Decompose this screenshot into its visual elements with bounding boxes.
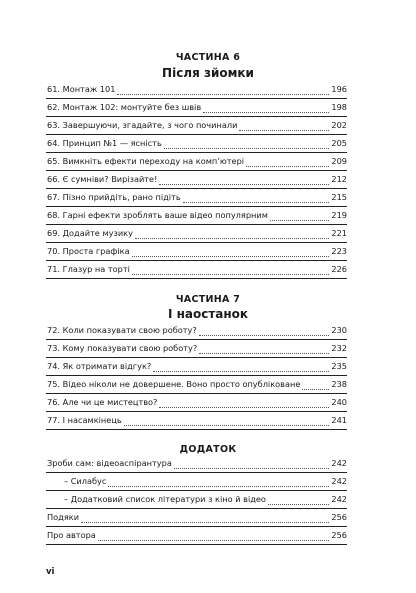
toc-entry[interactable] bbox=[46, 322, 347, 340]
entry-title: 64. Принцип №1 — ясність bbox=[47, 138, 162, 148]
leader-dots bbox=[159, 399, 329, 408]
entry-page: 212 bbox=[331, 174, 347, 184]
leader-dots bbox=[270, 212, 329, 221]
entry-page: 205 bbox=[331, 138, 347, 148]
leader-dots bbox=[153, 363, 329, 372]
entry-page: 226 bbox=[331, 264, 347, 274]
entry-title: 75. Відео ніколи не довершене. Воно просто опубліковане bbox=[47, 379, 301, 389]
leader-dots bbox=[81, 514, 329, 523]
entry-page: 238 bbox=[331, 379, 347, 389]
leader-dots bbox=[302, 381, 329, 390]
toc-entry[interactable] bbox=[46, 376, 347, 394]
entry-page: 242 bbox=[331, 476, 347, 486]
toc-entry[interactable] bbox=[46, 455, 347, 473]
leader-dots bbox=[132, 248, 329, 257]
part-7-label: ЧАСТИНА 7 bbox=[175, 294, 241, 305]
toc-entry[interactable] bbox=[46, 509, 347, 527]
toc-entry[interactable] bbox=[46, 117, 347, 135]
entry-page: 215 bbox=[331, 192, 347, 202]
entry-title: – Силабус bbox=[64, 476, 107, 486]
entry-title: 70. Проста графіка bbox=[47, 246, 130, 256]
toc-entry[interactable] bbox=[46, 261, 347, 279]
entry-page: 209 bbox=[331, 156, 347, 166]
entry-page: 223 bbox=[331, 246, 347, 256]
entry-title: 68. Гарні ефекти зроблять ваше відео популярним bbox=[47, 210, 268, 220]
entry-title: 61. Монтаж 101 bbox=[47, 84, 116, 94]
toc-entry[interactable] bbox=[46, 81, 347, 99]
leader-dots bbox=[246, 158, 329, 167]
leader-dots bbox=[239, 122, 329, 131]
entry-page: 240 bbox=[331, 397, 347, 407]
leader-dots bbox=[117, 86, 329, 95]
toc-entry[interactable] bbox=[46, 171, 347, 189]
entry-page: 242 bbox=[331, 458, 347, 468]
leader-dots bbox=[132, 266, 329, 275]
toc-entry[interactable] bbox=[46, 153, 347, 171]
entry-title: 77. І насамкінець bbox=[47, 415, 122, 425]
leader-dots bbox=[183, 194, 329, 203]
leader-dots bbox=[159, 176, 329, 185]
part-6-title: Після зйомки bbox=[162, 66, 254, 80]
toc-entry[interactable] bbox=[46, 225, 347, 243]
entry-page: 219 bbox=[331, 210, 347, 220]
entry-title: Зроби сам: відеоаспірантура bbox=[47, 458, 172, 468]
entry-title: 73. Кому показувати свою роботу? bbox=[47, 343, 198, 353]
entry-title: 74. Як отримати відгук? bbox=[47, 361, 152, 371]
entry-title: 62. Монтаж 102: монтуйте без швів bbox=[47, 102, 202, 112]
page-number: vi bbox=[46, 567, 55, 577]
entry-page: 202 bbox=[331, 120, 347, 130]
entry-page: 241 bbox=[331, 415, 347, 425]
leader-dots bbox=[203, 104, 329, 113]
entry-title: 63. Завершуючи, згадайте, з чого починали bbox=[47, 120, 238, 130]
toc-entry[interactable] bbox=[46, 412, 347, 430]
entry-title: 65. Вимкніть ефекти переходу на комп’ютері bbox=[47, 156, 245, 166]
leader-dots bbox=[98, 532, 329, 541]
toc-entry[interactable] bbox=[46, 243, 347, 261]
toc-entry[interactable] bbox=[46, 99, 347, 117]
part-6-label: ЧАСТИНА 6 bbox=[175, 52, 241, 63]
entry-title: – Додатковий список літератури з кіно й відео bbox=[64, 494, 266, 504]
entry-page: 196 bbox=[331, 84, 347, 94]
entry-title: Подяки bbox=[47, 512, 80, 522]
toc-entry[interactable] bbox=[46, 135, 347, 153]
entry-page: 235 bbox=[331, 361, 347, 371]
toc-entry[interactable] bbox=[46, 189, 347, 207]
leader-dots bbox=[108, 478, 329, 487]
toc-entry[interactable] bbox=[46, 473, 347, 491]
entry-page: 198 bbox=[331, 102, 347, 112]
part-7-entries bbox=[46, 322, 347, 430]
entry-title: 66. Є сумніви? Вирізайте! bbox=[47, 174, 158, 184]
entry-page: 221 bbox=[331, 228, 347, 238]
leader-dots bbox=[124, 417, 329, 426]
entry-title: 72. Коли показувати свою роботу? bbox=[47, 325, 197, 335]
part-6-entries bbox=[46, 81, 347, 279]
entry-page: 230 bbox=[331, 325, 347, 335]
toc-entry[interactable] bbox=[46, 491, 347, 509]
leader-dots bbox=[174, 460, 329, 469]
toc-entry[interactable] bbox=[46, 527, 347, 545]
leader-dots bbox=[268, 496, 329, 505]
leader-dots bbox=[164, 140, 329, 149]
toc-entry[interactable] bbox=[46, 207, 347, 225]
entry-title: Про автора bbox=[47, 530, 96, 540]
entry-title: 76. Але чи це мистецтво? bbox=[47, 397, 158, 407]
entry-title: 67. Пізно прийдіть, рано підіть bbox=[47, 192, 181, 202]
appendix-entries bbox=[46, 455, 347, 545]
part-7-title: І наостанок bbox=[167, 307, 249, 321]
toc-entry[interactable] bbox=[46, 340, 347, 358]
entry-title: 69. Додайте музику bbox=[47, 228, 133, 238]
entry-page: 256 bbox=[331, 530, 347, 540]
toc-entry[interactable] bbox=[46, 358, 347, 376]
entry-page: 256 bbox=[331, 512, 347, 522]
leader-dots bbox=[135, 230, 329, 239]
entry-page: 232 bbox=[331, 343, 347, 353]
toc-entry[interactable] bbox=[46, 394, 347, 412]
leader-dots bbox=[199, 345, 329, 354]
appendix-label: ДОДАТОК bbox=[179, 444, 237, 455]
leader-dots bbox=[199, 327, 329, 336]
entry-page: 242 bbox=[331, 494, 347, 504]
entry-title: 71. Глазур на торті bbox=[47, 264, 130, 274]
